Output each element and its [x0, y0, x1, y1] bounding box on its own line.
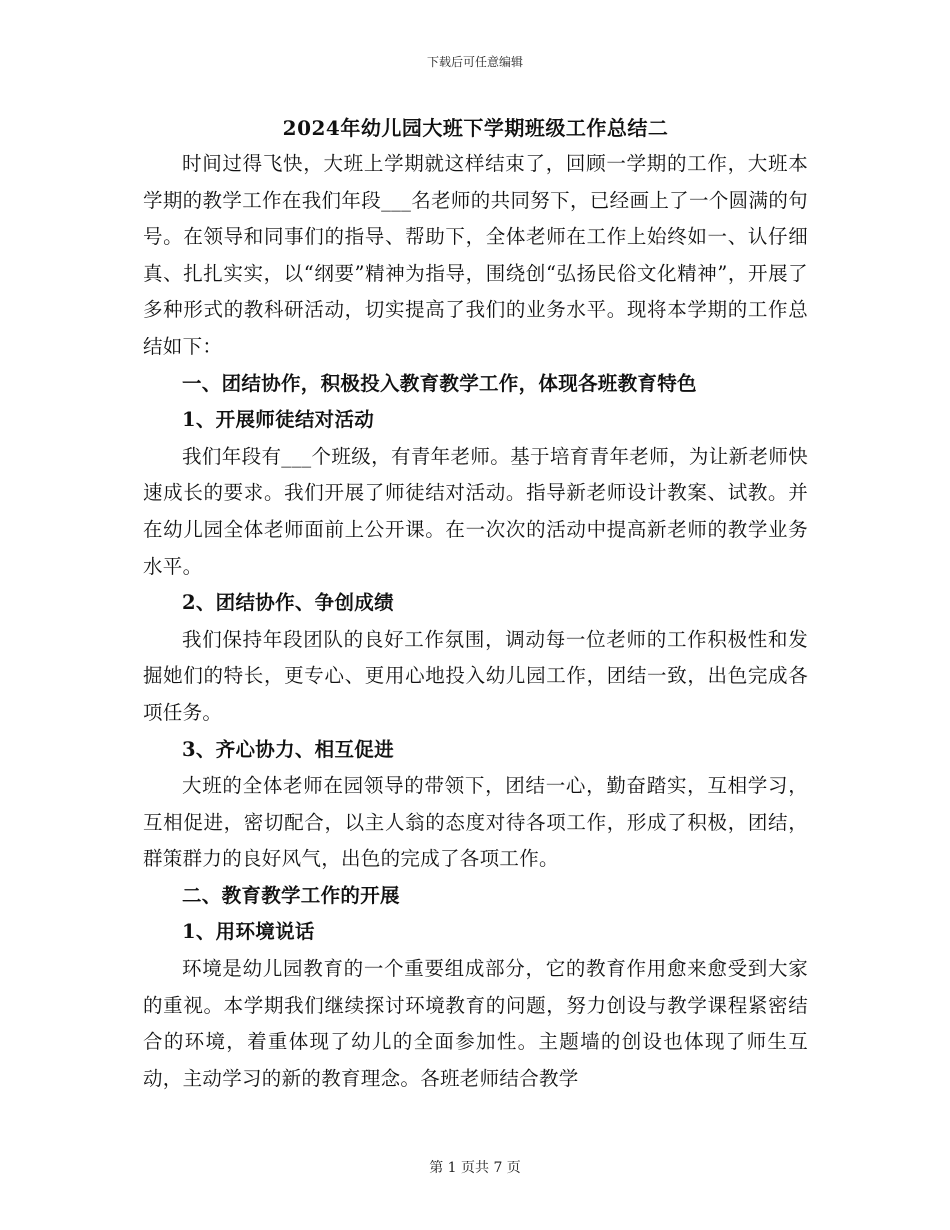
paragraph-1-2: 我们保持年段团队的良好工作氛围，调动每一位老师的工作积极性和发掘她们的特长，更专心、更用心地投入幼儿园工作，团结一致，出色完成各项任务。 — [143, 627, 808, 724]
subsection-heading-1-3: 3、齐心协力、相互促进 — [182, 737, 394, 761]
section-heading-1: 一、团结协作，积极投入教育教学工作，体现各班教育特色 — [182, 371, 697, 395]
intro-paragraph: 时间过得飞快，大班上学期就这样结束了，回顾一学期的工作，大班本学期的教学工作在我们年段___名老师的共同努下，已经画上了一个圆满的句号。在领导和同事们的指导、帮助下，全体老师在工作上始终如一、认仔细真、扎扎实实，以“纲要”精神为指导，围绕创“弘扬民俗文化精神”，开展了多种形式的教科研活动，切实提高了我们的业务水平。现将本学期的工作总结如下： — [143, 152, 808, 358]
document-body — [143, 113, 808, 1097]
page-footer-number: 第 1 页共 7 页 — [429, 1160, 521, 1176]
paragraph-1-1: 我们年段有___个班级，有青年老师。基于培育青年老师，为让新老师快速成长的要求。我们开展了师徒结对活动。指导新老师设计教案、试教。并在幼儿园全体老师面前上公开课。在一次次的活动中提高新老师的教学业务水平。 — [143, 444, 808, 578]
page-header-note: 下载后可任意编辑 — [426, 55, 523, 69]
subsection-heading-1-1: 1、开展师徒结对活动 — [182, 408, 375, 432]
subsection-heading-2-1: 1、用环境说话 — [182, 920, 315, 944]
document-content — [143, 146, 808, 1097]
section-heading-2: 二、教育教学工作的开展 — [182, 883, 400, 907]
paragraph-1-3: 大班的全体老师在园领导的带领下，团结一心，勤奋踏实，互相学习，互相促进，密切配合，以主人翁的态度对待各项工作，形成了积极，团结，群策群力的良好风气，出色的完成了各项工作。 — [143, 774, 808, 871]
subsection-heading-1-2: 2、团结协作、争创成绩 — [182, 591, 394, 615]
document-title: 2024年幼儿园大班下学期班级工作总结二 — [282, 116, 669, 140]
paragraph-2-1: 环境是幼儿园教育的一个重要组成部分，它的教育作用愈来愈受到大家的重视。本学期我们继续探讨环境教育的问题，努力创设与教学课程紧密结合的环境，着重体现了幼儿的全面参加性。主题墙的创设也体现了师生互动，主动学习的新的教育理念。各班老师结合教学 — [143, 957, 808, 1090]
